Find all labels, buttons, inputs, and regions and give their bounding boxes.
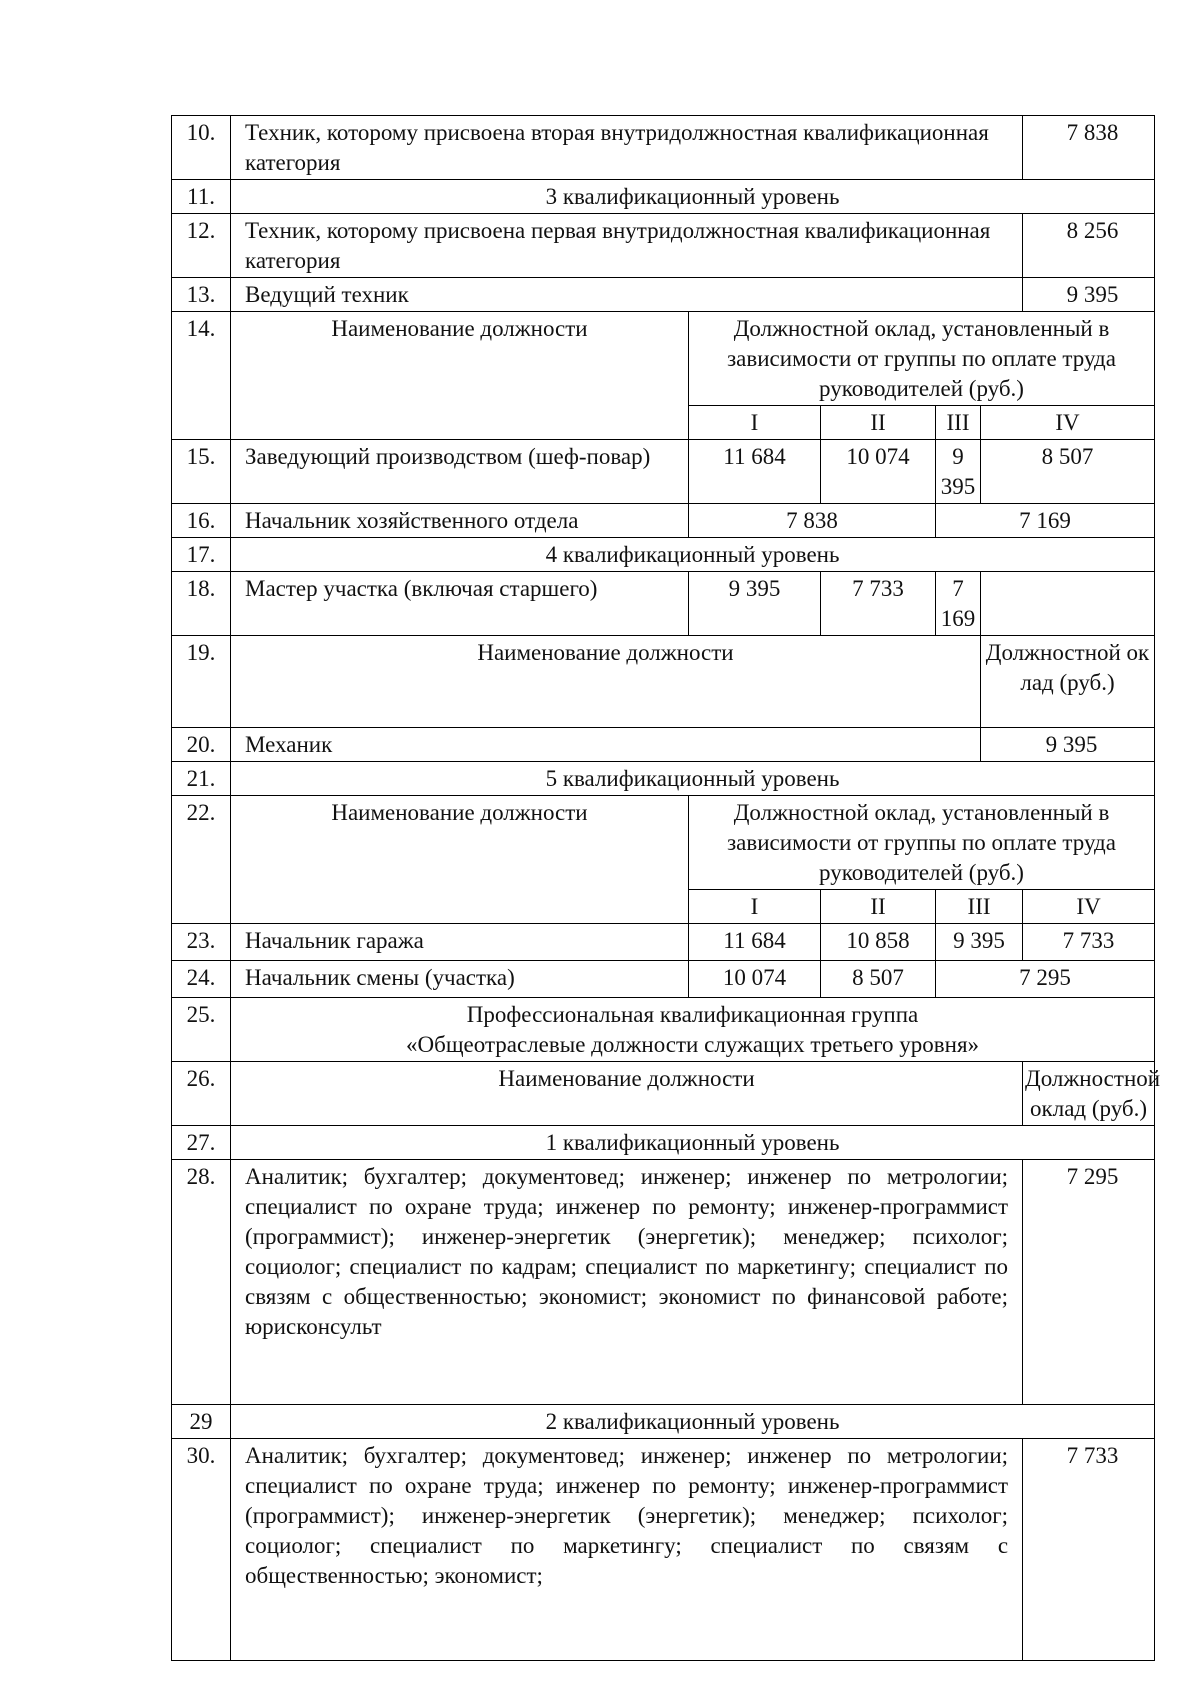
salary-value: 8 507	[821, 961, 936, 998]
salary-value: 8 507	[981, 440, 1155, 504]
table-row	[172, 312, 1155, 406]
group-header: I	[689, 890, 821, 924]
salary-value: 7 733	[1023, 1439, 1155, 1661]
salary-value: 10 074	[821, 440, 936, 504]
row-number: 27.	[172, 1126, 231, 1160]
table-row	[172, 1062, 1155, 1126]
row-number: 15.	[172, 440, 231, 504]
table-row	[172, 1126, 1155, 1160]
position-name: Техник, которому присвоена вторая внутридолжностная квалификационная категория	[231, 116, 1023, 180]
salary-value: 7 169	[936, 572, 981, 636]
salary-value: 7 733	[821, 572, 936, 636]
row-number: 13.	[172, 278, 231, 312]
row-number: 14.	[172, 312, 231, 440]
group-header: II	[821, 890, 936, 924]
table-row	[172, 278, 1155, 312]
table-row	[172, 1160, 1155, 1405]
table-row	[172, 1439, 1155, 1661]
salary-value: 11 684	[689, 924, 821, 961]
row-number: 12.	[172, 214, 231, 278]
table-row	[172, 214, 1155, 278]
group-title-line: «Общеотраслевые должности служащих третьего уровня»	[406, 1032, 980, 1057]
salary-value: 7 838	[1023, 116, 1155, 180]
level-heading: 2 квалификационный уровень	[231, 1405, 1155, 1439]
table-row	[172, 572, 1155, 636]
document-page	[171, 115, 1161, 1661]
row-number: 20.	[172, 728, 231, 762]
group-header: II	[821, 406, 936, 440]
position-name: Заведующий производством (шеф-повар)	[231, 440, 689, 504]
salary-value: 7 295	[1023, 1160, 1155, 1405]
name-column-header: Наименование должности	[231, 796, 689, 924]
group-header: IV	[1023, 890, 1155, 924]
row-number: 28.	[172, 1160, 231, 1405]
table-row	[172, 998, 1155, 1062]
row-number: 29	[172, 1405, 231, 1439]
row-number: 19.	[172, 636, 231, 728]
table-row	[172, 636, 1155, 728]
row-number: 23.	[172, 924, 231, 961]
row-number: 30.	[172, 1439, 231, 1661]
salary-value: 9 395	[936, 440, 981, 504]
position-name: Начальник смены (участка)	[231, 961, 689, 998]
row-number: 24.	[172, 961, 231, 998]
position-name: Ведущий техник	[231, 278, 1023, 312]
row-number: 26.	[172, 1062, 231, 1126]
group-header: IV	[981, 406, 1155, 440]
row-number: 25.	[172, 998, 231, 1062]
name-column-header: Наименование должности	[231, 636, 981, 728]
position-list: Аналитик; бухгалтер; документовед; инженер; инженер по метрологии; специалист по охране труда; инженер по ремонту; инженер-программист (программист); инженер-энергетик (энергетик); менеджер; психолог; социолог; специалист по кадрам; специалист по маркетингу; специалист по связям с общественностью; экономист; экономист по финансовой работе; юрисконсульт	[231, 1160, 1023, 1405]
salary-value: 9 395	[689, 572, 821, 636]
position-name: Начальник гаража	[231, 924, 689, 961]
level-heading: 5 квалификационный уровень	[231, 762, 1155, 796]
group-title-line: Профессиональная квалификационная группа	[466, 1002, 919, 1027]
salary-value: 7 838	[689, 504, 936, 538]
salary-column-header: Должностной оклад (руб.)	[1023, 1062, 1155, 1126]
group-header: III	[936, 890, 1023, 924]
salary-value: 9 395	[981, 728, 1155, 762]
row-number: 18.	[172, 572, 231, 636]
table-row	[172, 796, 1155, 890]
position-name: Мастер участка (включая старшего)	[231, 572, 689, 636]
level-heading: 4 квалификационный уровень	[231, 538, 1155, 572]
table-row	[172, 504, 1155, 538]
position-name: Техник, которому присвоена первая внутридолжностная квалификационная категория	[231, 214, 1023, 278]
salary-column-header: Должностной оклад (руб.)	[981, 636, 1155, 728]
name-column-header: Наименование должности	[231, 312, 689, 440]
salary-value: 7 733	[1023, 924, 1155, 961]
table-row	[172, 180, 1155, 214]
table-row	[172, 1405, 1155, 1439]
salary-value: 8 256	[1023, 214, 1155, 278]
table-row	[172, 961, 1155, 998]
position-list: Аналитик; бухгалтер; документовед; инженер; инженер по метрологии; специалист по охране труда; инженер по ремонту; инженер-программист (программист); инженер-энергетик (энергетик); менеджер; психолог; социолог; специалист по маркетингу; специалист по связям с общественностью; экономист;	[231, 1439, 1023, 1661]
level-heading: 3 квалификационный уровень	[231, 180, 1155, 214]
salary-value: 7 169	[936, 504, 1155, 538]
row-number: 16.	[172, 504, 231, 538]
group-header: I	[689, 406, 821, 440]
salary-value: 9 395	[1023, 278, 1155, 312]
group-title	[231, 998, 1155, 1062]
table-row	[172, 762, 1155, 796]
position-name: Начальник хозяйственного отдела	[231, 504, 689, 538]
table-row	[172, 440, 1155, 504]
salary-value: 7 295	[936, 961, 1155, 998]
group-header: III	[936, 406, 981, 440]
table-row	[172, 728, 1155, 762]
level-heading: 1 квалификационный уровень	[231, 1126, 1155, 1160]
row-number: 10.	[172, 116, 231, 180]
salary-value: 9 395	[936, 924, 1023, 961]
row-number: 22.	[172, 796, 231, 924]
salary-value: 11 684	[689, 440, 821, 504]
salary-table	[171, 115, 1161, 1661]
row-number: 21.	[172, 762, 231, 796]
salary-value: 10 858	[821, 924, 936, 961]
position-name: Механик	[231, 728, 981, 762]
table-row	[172, 538, 1155, 572]
row-number: 17.	[172, 538, 231, 572]
salary-column-header: Должностной оклад, установленный в зависимости от группы по оплате труда руководителей (руб.)	[689, 796, 1155, 890]
row-number: 11.	[172, 180, 231, 214]
salary-column-header: Должностной оклад, установленный в зависимости от группы по оплате труда руководителей (руб.)	[689, 312, 1155, 406]
table-row	[172, 924, 1155, 961]
name-column-header: Наименование должности	[231, 1062, 1023, 1126]
salary-value	[981, 572, 1155, 636]
table-row	[172, 116, 1155, 180]
salary-value: 10 074	[689, 961, 821, 998]
